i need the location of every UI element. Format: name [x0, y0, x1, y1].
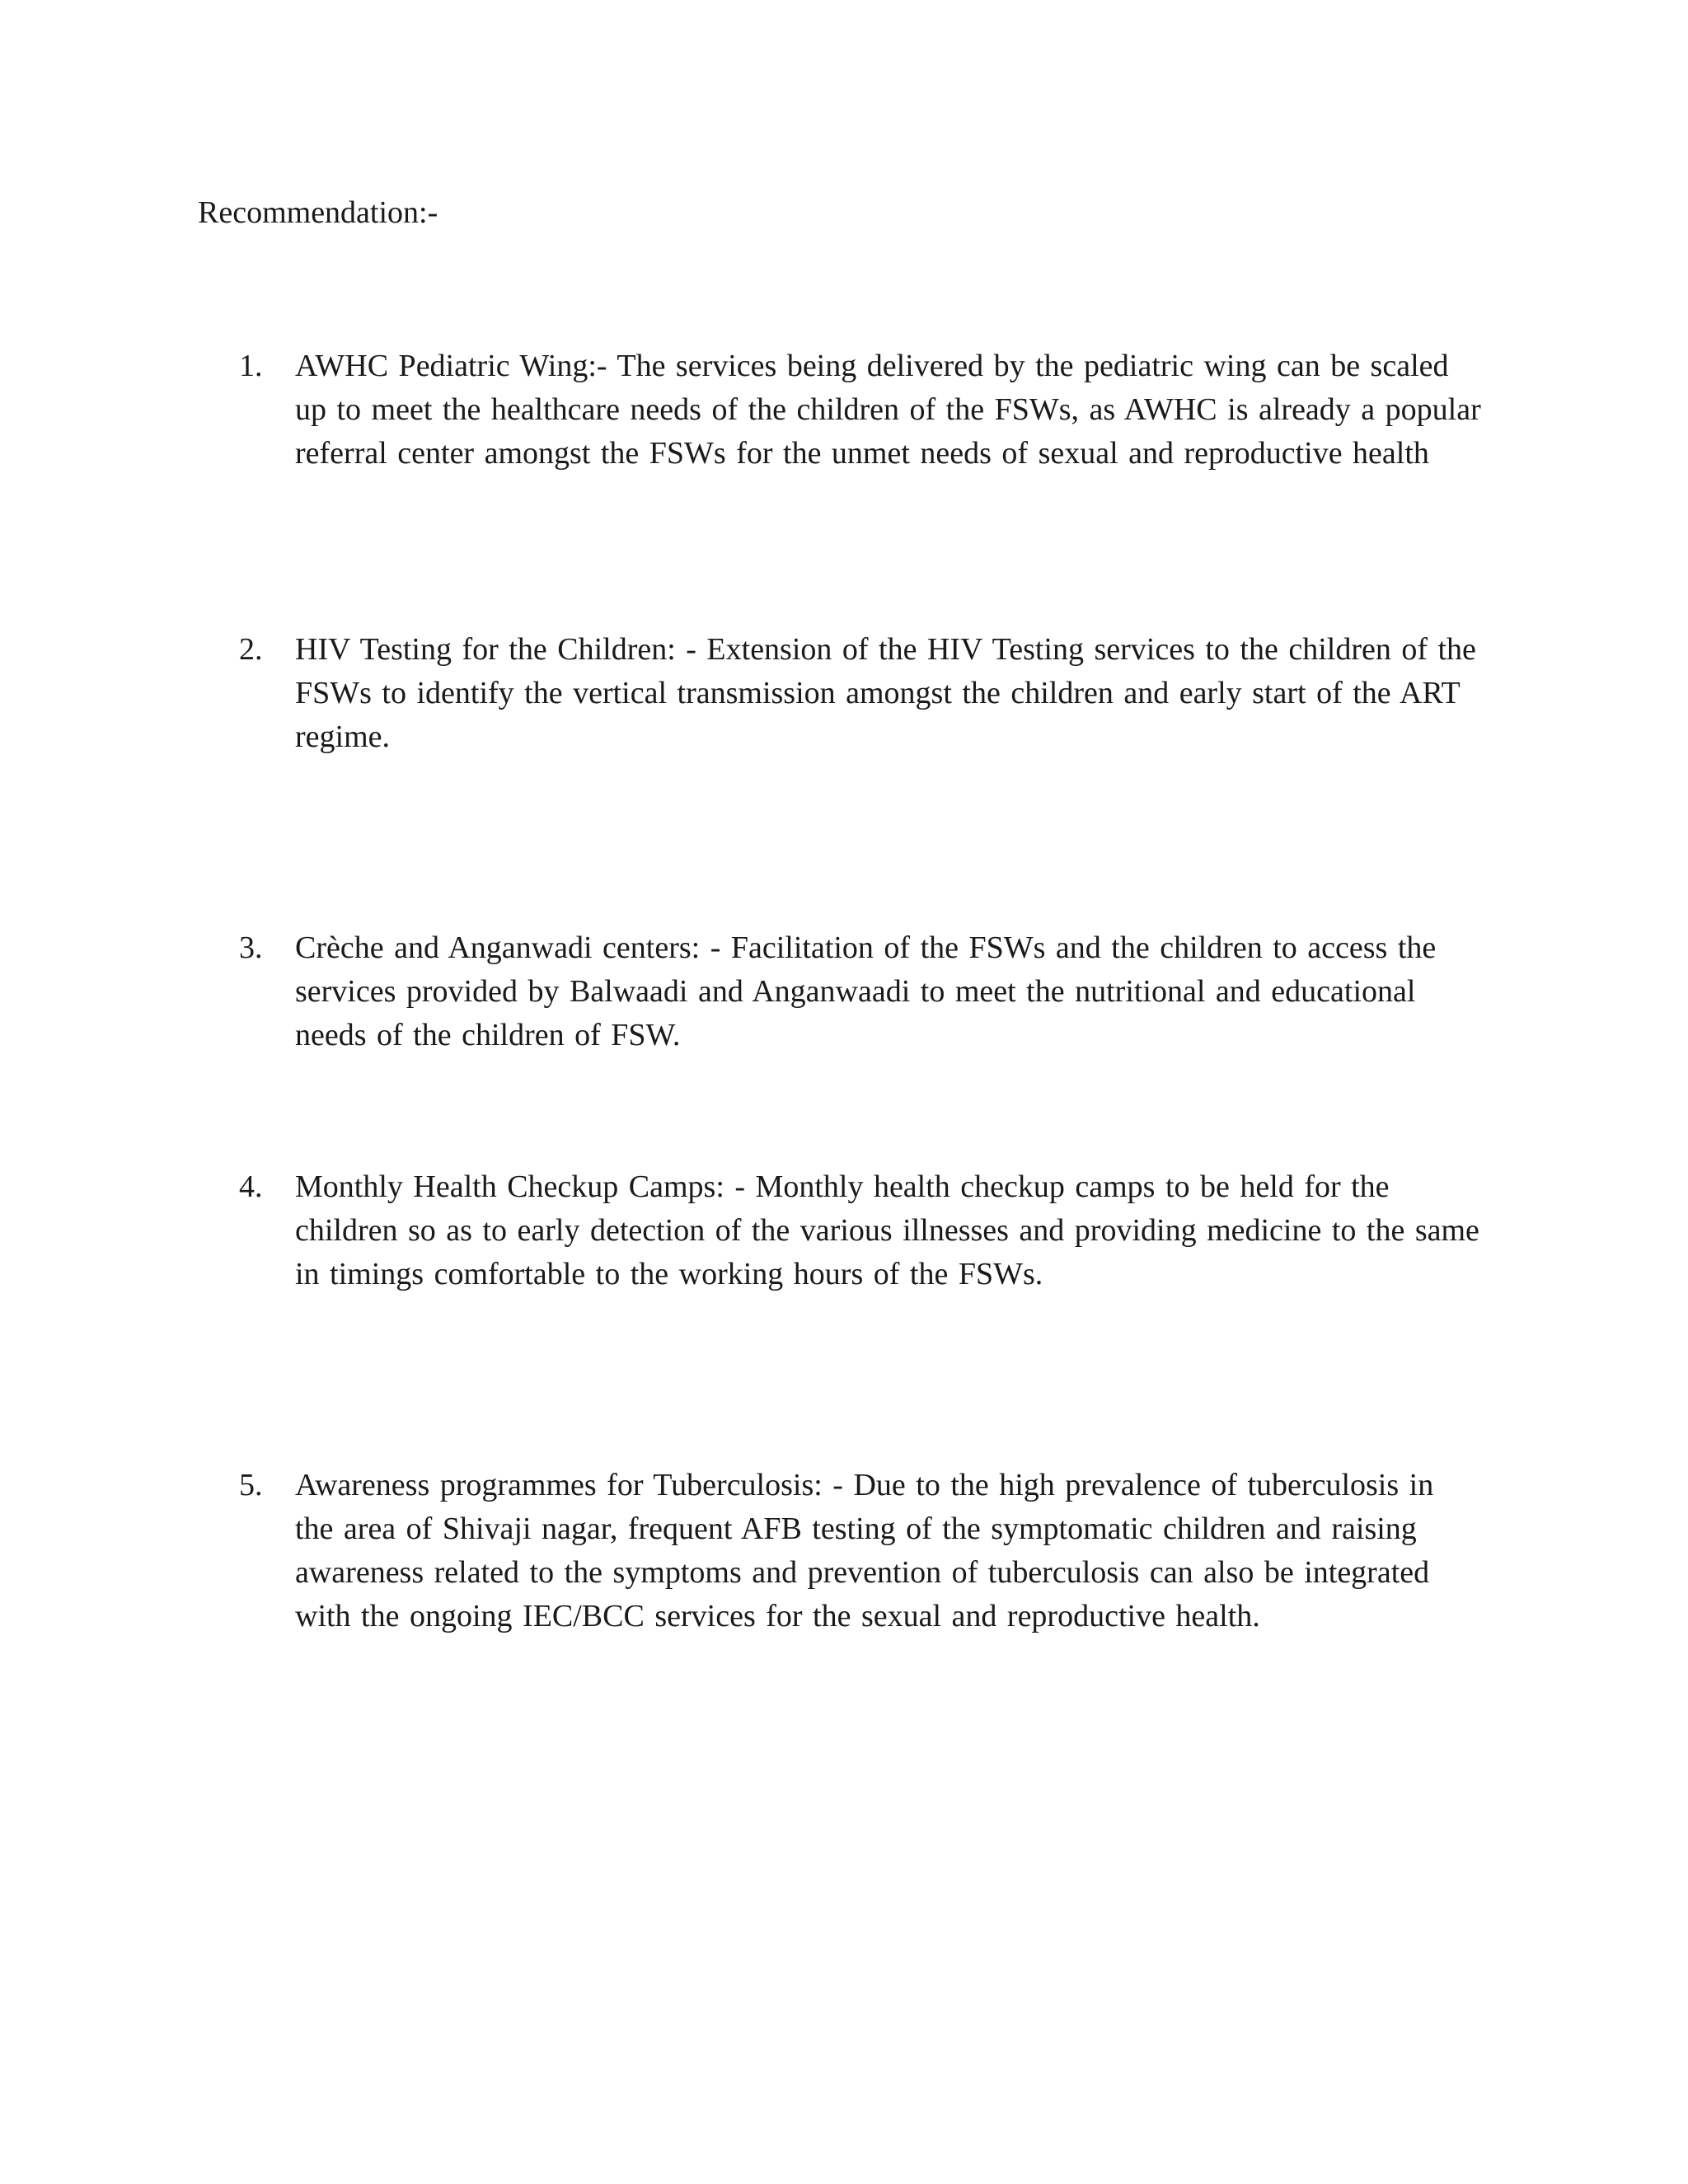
- item-number: 2.: [239, 632, 263, 667]
- page-heading: Recommendation:-: [198, 195, 438, 230]
- item-text: Crèche and Anganwadi centers: - Facilitation of the FSWs and the children to access the services provided by Balwaadi and Anganwaadi to meet the nutritional and educational needs of the children of FSW.: [295, 930, 1437, 1052]
- item-number: 5.: [239, 1468, 263, 1502]
- item-text: AWHC Pediatric Wing:- The services being delivered by the pediatric wing can be scaled up to meet the healthcare needs of the children of the FSWs, as AWHC is already a popular referral center amongst the FSWs for the unmet needs of sexual and reproductive health: [295, 349, 1481, 471]
- item-number: 3.: [239, 930, 263, 965]
- item-text: HIV Testing for the Children: - Extension of the HIV Testing services to the children of the FSWs to identify the vertical transmission amongst the children and early start of the ART regime.: [295, 632, 1476, 754]
- item-text: Awareness programmes for Tuberculosis: - Due to the high prevalence of tuberculosis in the area of Shivaji nagar, frequent AFB testing of the symptomatic children and raising awareness related to the symptoms and prevention of tuberculosis can also be integrated with the ongoing IEC/BCC services for the sexual and reproductive health.: [295, 1468, 1434, 1633]
- item-text: Monthly Health Checkup Camps: - Monthly health checkup camps to be held for the children so as to early detection of the various illnesses and providing medicine to the same in timings comfortable to the working hours of the FSWs.: [295, 1169, 1479, 1291]
- item-number: 1.: [239, 349, 263, 383]
- item-number: 4.: [239, 1169, 263, 1204]
